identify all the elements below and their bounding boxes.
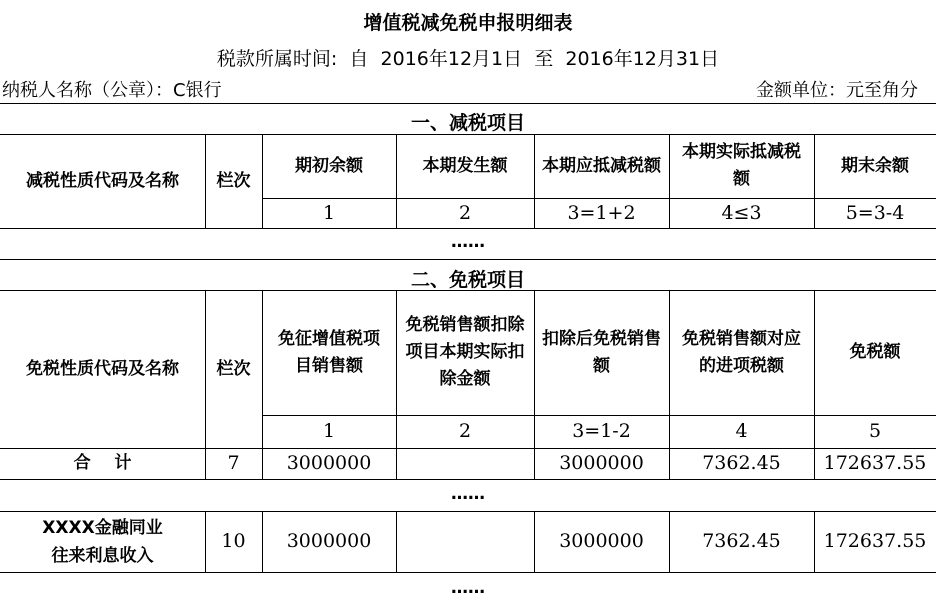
- period-label: 税款所属时间:: [216, 48, 338, 70]
- form-title: 增值税减免税申报明细表: [363, 12, 573, 34]
- taxpayer-name: C银行: [173, 80, 222, 101]
- formula-cell: 3=1-2: [572, 420, 631, 442]
- formula-cell: 1: [322, 201, 336, 224]
- ellipsis: ……: [451, 232, 485, 252]
- item-name: XXXX金融同业往来利息收入: [42, 517, 163, 566]
- item-sales: 3000000: [286, 530, 372, 552]
- col-actual-deduction: 本期实际抵减税额: [682, 142, 801, 189]
- total-deduction: [396, 448, 534, 479]
- formula-cell: 1: [322, 420, 336, 442]
- section-reduction-title: 一、减税项目: [410, 112, 525, 134]
- rule: [0, 103, 936, 104]
- total-label: 合 计: [73, 453, 132, 473]
- from-label: 自: [349, 48, 369, 70]
- formula-cell: 3=1+2: [567, 201, 636, 224]
- tax-period: [0, 44, 936, 71]
- formula-cell: 2: [458, 420, 472, 442]
- taxpayer: [2, 76, 222, 102]
- formula-cell: 4≤3: [721, 201, 762, 224]
- col-after-deduction: 扣除后免税销售额: [542, 328, 661, 376]
- col-closing-balance: 期末余额: [841, 155, 909, 176]
- rule: [0, 572, 936, 573]
- col-exempt-amount: 免税额: [849, 342, 901, 362]
- col-deductible: 本期应抵减税额: [542, 155, 661, 176]
- rule: [0, 259, 936, 260]
- col-line: 栏次: [216, 358, 251, 379]
- col-opening-balance: 期初余额: [295, 155, 363, 176]
- item-line: 10: [221, 530, 246, 552]
- col-current-amount: 本期发生额: [422, 155, 508, 176]
- col-exempt-sales: 免征增值税项目销售额: [278, 328, 380, 376]
- rule: [0, 228, 936, 229]
- item-deduction: [396, 511, 534, 572]
- item-after: 3000000: [559, 530, 644, 552]
- to-date: 2016年12月31日: [565, 48, 720, 70]
- unit-value: 元至角分: [846, 80, 918, 101]
- ellipsis: ……: [451, 484, 485, 504]
- taxpayer-label: 纳税人名称（公章）：: [2, 80, 173, 101]
- col-exemption-code: 免税性质代码及名称: [26, 358, 179, 379]
- from-date: 2016年12月1日: [380, 48, 523, 70]
- rule: [0, 479, 936, 480]
- formula-cell: 5=3-4: [845, 201, 905, 224]
- formula-cell: 5: [868, 420, 882, 442]
- unit-label: 金额单位：: [756, 80, 846, 101]
- col-line: 栏次: [216, 170, 251, 191]
- item-input-tax: 7362.45: [702, 530, 781, 552]
- ellipsis: ……: [451, 578, 485, 598]
- formula-cell: 2: [458, 201, 472, 224]
- section-exemption-title: 二、免税项目: [410, 269, 525, 291]
- col-sales-deduction: 免税销售额扣除项目本期实际扣除金额: [405, 315, 525, 389]
- item-exempt: 172637.55: [823, 530, 927, 552]
- total-line: 7: [227, 452, 240, 474]
- total-after: 3000000: [559, 452, 644, 474]
- total-exempt: 172637.55: [823, 452, 927, 474]
- formula-cell: 4: [735, 420, 748, 442]
- amount-unit: [756, 76, 918, 102]
- total-sales: 3000000: [286, 452, 372, 474]
- total-input-tax: 7362.45: [702, 452, 781, 474]
- to-label: 至: [534, 48, 554, 70]
- col-reduction-code: 减税性质代码及名称: [26, 170, 179, 191]
- col-input-tax: 免税销售额对应的进项税额: [682, 328, 801, 376]
